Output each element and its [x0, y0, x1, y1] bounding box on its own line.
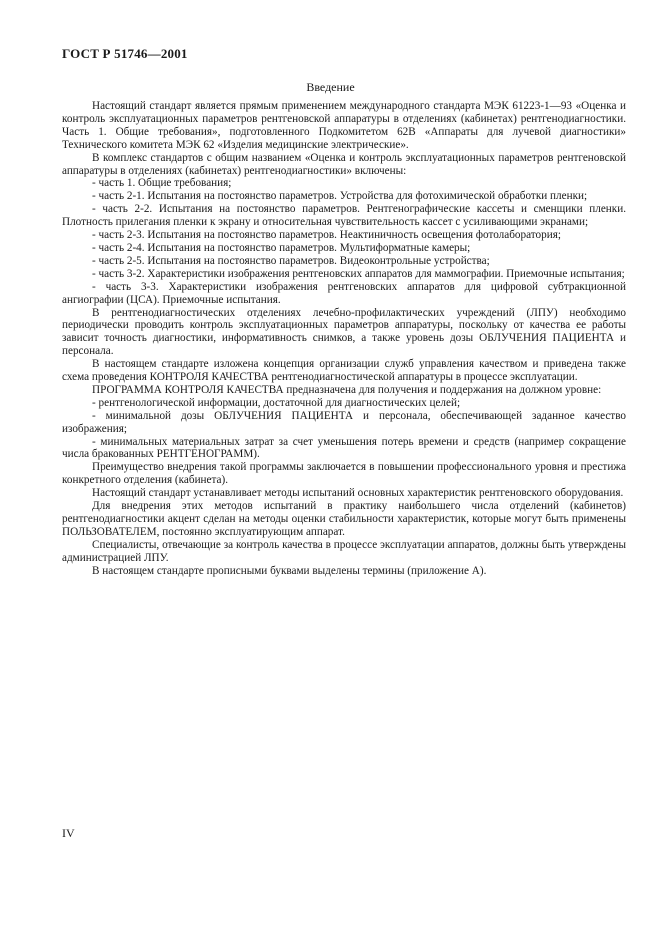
paragraph: В рентгенодиагностических отделениях лечебно-профилактических учреждений (ЛПУ) необходимо периодически проводить контроль эксплуатационных параметров аппаратуры, поскольку от качества ее работы зависит точность диагностики, информативность снимков, а также уровень дозы ОБЛУЧЕНИЯ ПАЦИЕНТА и персонала. [62, 306, 626, 358]
list-item: - часть 2-1. Испытания на постоянство параметров. Устройства для фотохимической обработки пленки; [92, 190, 588, 203]
list-item: - рентгенологической информации, достаточной для диагностических целей; [92, 396, 461, 409]
paragraph: Для внедрения этих методов испытаний в практику наибольшего числа отделений (кабинетов) рентгенодиагностики акцент сделан на методы оценки стабильности характеристик, которые могут быть применены ПОЛЬЗОВАТЕЛЕМ, постоянно эксплуатирующим аппарат. [62, 500, 626, 538]
list-item: - часть 2-3. Испытания на постоянство параметров. Неактиничность освещения фотолаборатория; [92, 229, 561, 242]
standard-code: ГОСТ Р 51746—2001 [62, 46, 188, 61]
paragraph: В настоящем стандарте прописными буквами выделены термины (приложение А). [92, 564, 487, 577]
list-item: - часть 3-2. Характеристики изображения рентгеновских аппаратов для маммографии. Приемочные испытания; [92, 267, 625, 280]
paragraph: В настоящем стандарте изложена концепция организации служб управления качеством и приведена также схема проведения КОНТРОЛЯ КАЧЕСТВА рентгенодиагностической аппаратуры в процессе эксплуатации. [62, 358, 626, 384]
list-item: - часть 1. Общие требования; [92, 177, 232, 190]
list-item: - минимальной дозы ОБЛУЧЕНИЯ ПАЦИЕНТА и персонала, обеспечивающей заданное качество изображения; [62, 409, 626, 435]
paragraph: Преимущество внедрения такой программы заключается в повышении профессионального уровня и престижа конкретного отделения (кабинета). [62, 461, 626, 487]
paragraph: ПРОГРАММА КОНТРОЛЯ КАЧЕСТВА предназначена для получения и поддержания на должном уровне: [92, 383, 602, 396]
list-item: - минимальных материальных затрат за счет уменьшения потерь времени и средств (например сокращение числа бракованных РЕНТГЕНОГРАММ). [62, 435, 626, 461]
list-item: - часть 2-5. Испытания на постоянство параметров. Видеоконтрольные устройства; [92, 254, 490, 267]
list-item: - часть 2-4. Испытания на постоянство параметров. Мультиформатные камеры; [92, 241, 471, 254]
paragraph: Настоящий стандарт является прямым применением международного стандарта МЭК 61223-1—93 «Оценка и контроль эксплуатационных параметров рентгеновской аппаратуры в отделениях (кабинетах) рентгенодиагностики. Часть 1. Общие требования», подготовленного Подкомитетом 62В «Аппараты для лучевой диагностики» Технического комитета МЭК 62 «Изделия медицинские электрические». [62, 100, 626, 151]
paragraph: Настоящий стандарт устанавливает методы испытаний основных характеристик рентгеновского оборудования. [92, 487, 624, 500]
section-title: Введение [306, 80, 355, 94]
paragraph: Специалисты, отвечающие за контроль качества в процессе эксплуатации аппаратов, должны быть утверждены администрацией ЛПУ. [62, 538, 626, 564]
section-body [62, 100, 626, 578]
list-item: - часть 3-3. Характеристики изображения рентгеновских аппаратов для цифровой субтракционной ангиографии (ЦСА). Приемочные испытания. [62, 280, 626, 306]
list-item: - часть 2-2. Испытания на постоянство параметров. Рентгенографические кассеты и сменщики пленки. Плотность прилегания пленки к экрану и относительная чувствительность кассет с усиливающими экранами; [62, 203, 626, 229]
paragraph: В комплекс стандартов с общим названием «Оценка и контроль эксплуатационных параметров рентгеновской аппаратуры в отделениях (кабинетах) рентгенодиагностики» включены: [62, 151, 626, 177]
page-number: IV [62, 826, 75, 840]
